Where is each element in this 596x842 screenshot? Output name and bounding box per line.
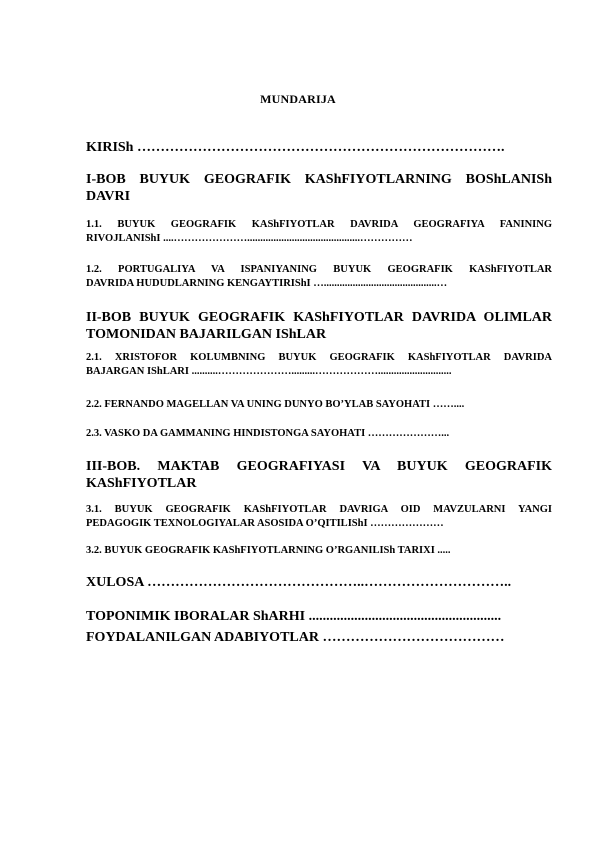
toc-entry-kirish[interactable]: [86, 139, 552, 156]
toc-entry-bob-2[interactable]: [86, 309, 552, 343]
toc-entry-2-1[interactable]: [86, 351, 552, 379]
toc-entry-3-1-line2: PEDAGOGIK TEXNOLOGIYALAR ASOSIDA O’QITILIShI …………………: [86, 518, 444, 529]
toc-entry-xulosa-text: XULOSA ………………………………………..…………………………..: [86, 575, 512, 590]
toc-entry-3-1-line1: 3.1. BUYUK GEOGRAFIK KAShFIYOTLAR DAVRIGA OID MAVZULARNI YANGI: [86, 504, 552, 515]
toc-entry-2-2[interactable]: [86, 398, 552, 412]
toc-entry-3-1[interactable]: [86, 503, 552, 531]
toc-entry-bob-3[interactable]: [86, 458, 552, 492]
toc-entry-xulosa[interactable]: [86, 574, 552, 591]
toc-entry-bob-1-line2: DAVRI: [86, 189, 131, 204]
toc-entry-bob-1[interactable]: [86, 171, 552, 205]
page-title: MUNDARIJA: [260, 92, 336, 106]
toc-entry-2-3-text: 2.3. VASKO DA GAMMANING HINDISTONGA SAYOHATI …………………...: [86, 428, 450, 439]
toc-entry-bob-2-line1: II-BOB BUYUK GEOGRAFIK KAShFIYOTLAR DAVRIDA OLIMLAR: [86, 310, 552, 325]
toc-entry-1-2-line2: DAVRIDA HUDUDLARNING KENGAYTIRIShI …...........................................…: [86, 278, 448, 289]
toc-entry-2-1-line2: BAJARGAN IShLARI ..........………………….........………………............................: [86, 366, 452, 377]
toc-entry-toponimik-text: TOPONIMIK IBORALAR ShARHI .......................................................: [86, 609, 502, 624]
toc-entry-bob-3-line1: III-BOB. MAKTAB GEOGRAFIYASI VA BUYUK GEOGRAFIK: [86, 459, 552, 474]
toc-entry-1-1-line2: RIVOJLANIShI ....…………………...........................................……………: [86, 233, 413, 244]
toc-entry-1-2[interactable]: [86, 263, 552, 291]
toc-entry-2-1-line1: 2.1. XRISTOFOR KOLUMBNING BUYUK GEOGRAFIK KAShFIYOTLAR DAVRIDA: [86, 352, 552, 363]
toc-entry-3-2[interactable]: [86, 544, 552, 558]
toc-entry-1-2-line1: 1.2. PORTUGALIYA VA ISPANIYANING BUYUK GEOGRAFIK KAShFIYOTLAR: [86, 264, 552, 275]
toc-entry-1-1-line1: 1.1. BUYUK GEOGRAFIK KAShFIYOTLAR DAVRIDA GEOGRAFIYA FANINING: [86, 219, 552, 230]
toc-entry-bob-3-line2: KAShFIYOTLAR: [86, 476, 197, 491]
toc-entry-foydalanilgan[interactable]: [86, 629, 552, 646]
toc-entry-bob-1-line1: I-BOB BUYUK GEOGRAFIK KAShFIYOTLARNING BOShLANISh: [86, 172, 552, 187]
toc-entry-toponimik[interactable]: [86, 608, 552, 625]
toc-entry-bob-2-line2: TOMONIDAN BAJARILGAN IShLAR: [86, 327, 327, 342]
toc-entry-2-2-text: 2.2. FERNANDO MAGELLAN VA UNING DUNYO BO’YLAB SAYOHATI ……....: [86, 399, 465, 410]
toc-entry-kirish-text: KIRISh …………………………………………………………………….: [86, 140, 505, 155]
toc-entry-3-2-text: 3.2. BUYUK GEOGRAFIK KAShFIYOTLARNING O’RGANILISh TARIXI .....: [86, 545, 451, 556]
toc-entry-foydalanilgan-text: FOYDALANILGAN ADABIYOTLAR …………………………………: [86, 630, 505, 645]
toc-entry-2-3[interactable]: [86, 427, 552, 441]
toc-entry-1-1[interactable]: [86, 218, 552, 246]
